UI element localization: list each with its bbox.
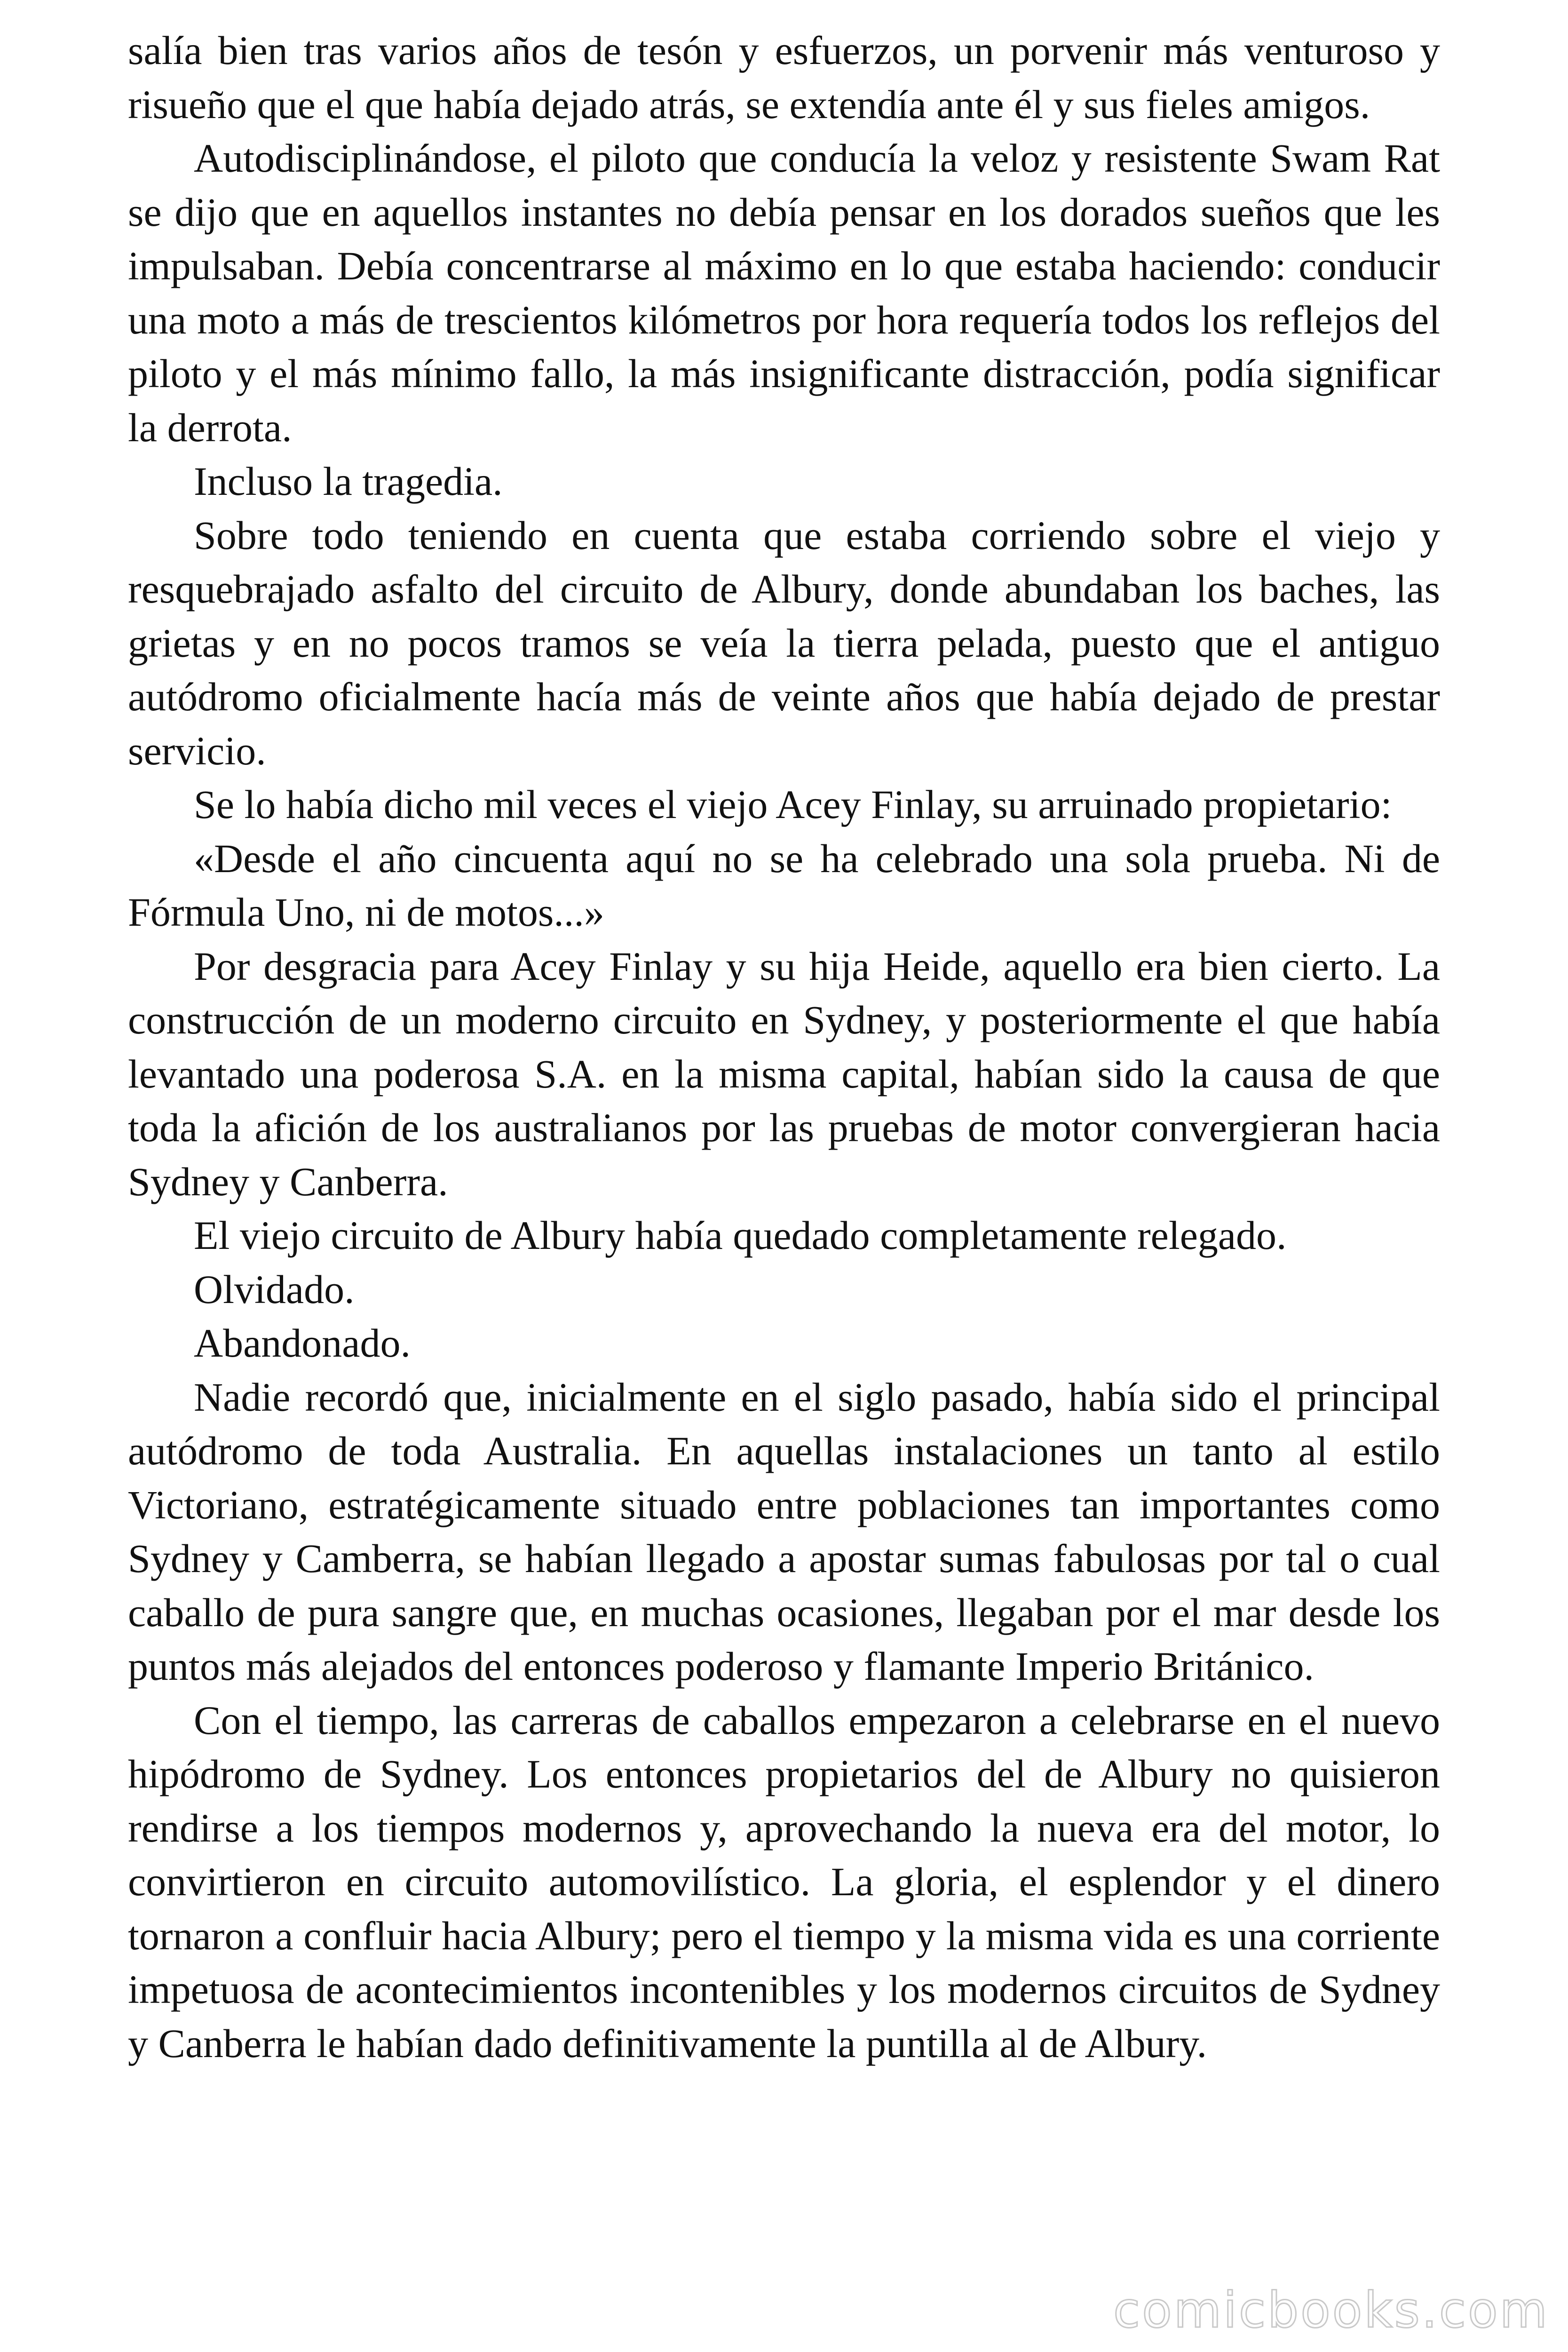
paragraph-continued: salía bien tras varios años de tesón y esfuerzos, un porvenir más venturoso y risueño que el que había dejado atrás, se extendía ante él y sus fieles amigos.: [128, 28, 1440, 127]
paragraph: Por desgracia para Acey Finlay y su hija Heide, aquello era bien cierto. La construcción de un moderno circuito en Sydney, y posteriormente el que había levantado una poderosa S.A. en la misma capital, habían sido la causa de que toda la afición de los australianos por las pruebas de motor convergieran hacia Sydney y Canberra.: [128, 943, 1440, 1204]
paragraph: Abandonado.: [194, 1320, 411, 1366]
watermark: comicbooks.com: [1113, 2281, 1549, 2339]
page-text: [128, 24, 1440, 2070]
paragraph: Con el tiempo, las carreras de caballos empezaron a celebrarse en el nuevo hipódromo de Sydney. Los entonces propietarios del de Albury no quisieron rendirse a los tiempos modernos y, aprovechando la nueva era del motor, lo convirtieron en circuito automovilístico. La gloria, el esplendor y el dinero tornaron a confluir hacia Albury; pero el tiempo y la misma vida es una corriente impetuosa de acontecimientos incontenibles y los modernos circuitos de Sydney y Canberra le habían dado definitivamente la puntilla al de Albury.: [128, 1697, 1440, 2066]
paragraph: Nadie recordó que, inicialmente en el siglo pasado, había sido el principal autódromo de toda Australia. En aquellas instalaciones un tanto al estilo Victoriano, estratégicamente situado entre poblaciones tan importantes como Sydney y Camberra, se habían llegado a apostar sumas fabulosas por tal o cual caballo de pura sangre que, en muchas ocasiones, llegaban por el mar desde los puntos más alejados del entonces poderoso y flamante Imperio Británico.: [128, 1374, 1440, 1689]
paragraph: Sobre todo teniendo en cuenta que estaba corriendo sobre el viejo y resquebrajado asfalto del circuito de Albury, donde abundaban los baches, las grietas y en no pocos tramos se veía la tierra pelada, puesto que el antiguo autódromo oficialmente hacía más de veinte años que había dejado de prestar servicio.: [128, 512, 1440, 773]
paragraph: Incluso la tragedia.: [194, 459, 503, 504]
paragraph: Olvidado.: [194, 1266, 355, 1312]
paragraph: Se lo había dicho mil veces el viejo Acey Finlay, su arruinado propietario:: [194, 782, 1392, 827]
paragraph: Autodisciplinándose, el piloto que conducía la veloz y resistente Swam Rat se dijo que en aquellos instantes no debía pensar en los dorados sueños que les impulsaban. Debía concentrarse al máximo en lo que estaba haciendo: conducir una moto a más de trescientos kilómetros por hora requería todos los reflejos del piloto y el más mínimo fallo, la más insignificante distracción, podía significar la derrota.: [128, 135, 1440, 450]
paragraph: El viejo circuito de Albury había quedado completamente relegado.: [194, 1213, 1287, 1258]
paragraph-quote: «Desde el año cincuenta aquí no se ha celebrado una sola prueba. Ni de Fórmula Uno, ni de motos...»: [128, 835, 1440, 935]
